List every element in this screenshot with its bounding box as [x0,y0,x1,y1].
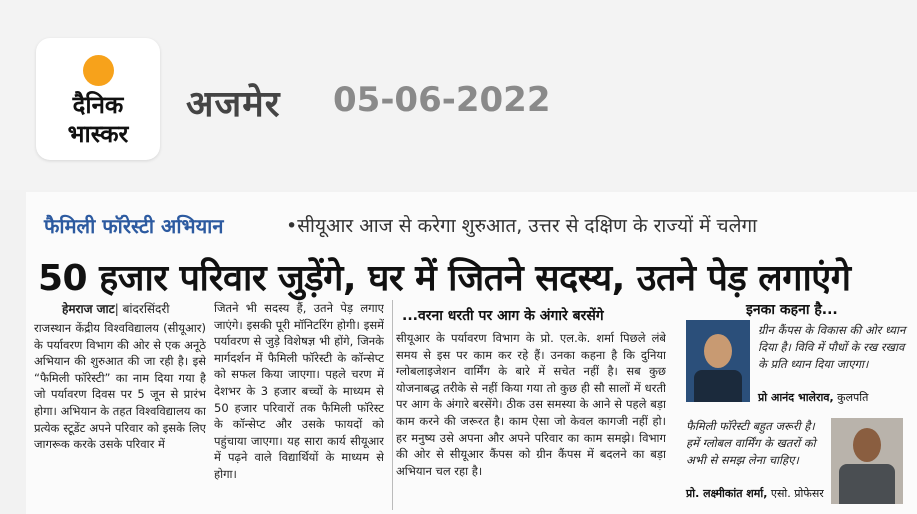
logo-text-line2: भास्कर [67,120,129,148]
logo-text-line1: दैनिक [72,91,124,119]
kicker-subtitle: •सीयूआर आज से करेगा शुरुआत, उत्तर से दक्षिण के राज्यों में चलेगा [286,215,758,237]
quote-vice-chancellor: ग्रीन कैंपस के विकास की ओर ध्यान दिया है। विवि में पौधों के रख रखाव के प्रति ध्यान दिया जाएगा। [758,323,906,371]
professor-photo [831,418,903,504]
byline-name: हेमराज जाट [62,302,115,316]
sun-icon [83,55,114,86]
attribution-name: प्रो. लक्ष्मीकांत शर्मा, [686,487,768,500]
dainik-bhaskar-logo [36,38,160,160]
photo-suit [694,370,742,402]
body-column-1: राजस्थान केंद्रीय विश्वविद्यालय (सीयूआर) के पर्यावरण विभाग की ओर से एक अनूठे अभियान की शुरुआत की जा रही है। इसे “फैमिली फॉरेस्टी” का नाम दिया गया है जो पर्यावरण दिवस पर 5 जून से प्रारंभ होगा। अभियान के तहत विश्वविद्यालय का प्रत्येक स्टूडेंट अपने परिवार को इसके लिए जागरूक करके उसके परिवार में [34,321,206,452]
attribution-role: एसो. प्रोफेसर [767,487,824,500]
attribution-role: कुलपति [833,391,869,404]
attribution-name: प्रो आनंद भालेराव, [758,391,834,404]
header-bar [0,0,917,190]
vice-chancellor-photo [686,320,750,402]
byline-place: | बांदरसिंदरी [114,302,170,316]
photo-face [853,428,881,462]
headline: 50 हजार परिवार जुड़ेंगे, घर में जितने सदस्य, उतने पेड़ लगाएंगे [38,258,851,299]
attribution-professor [686,486,824,501]
attribution-vice-chancellor [758,390,868,405]
column-divider [392,300,393,510]
photo-face [704,334,732,368]
edition-date: 05-06-2022 [333,80,551,120]
newspaper-clipping [26,192,917,514]
quote-professor: फैमिली फॉरेस्टी बहुत जरूरी है। हमें ग्लोबल वार्मिंग के खतरों को अभी से समझ लेना चाहिए। [686,419,816,467]
photo-suit [839,464,895,504]
sidebar-title: इनका कहना है... [746,302,838,318]
kicker-label: फैमिली फॉरेस्टी अभियान [44,214,224,238]
body-column-3: सीयूआर के पर्यावरण विभाग के प्रो. एल.के. शर्मा पिछले लंबे समय से इस पर काम कर रहे हैं। उनका कहना है कि दुनिया ग्लोबलाइजेशन वार्मिंग के बारे में सचेत नहीं है। सब कुछ योजनाबद्ध तरीके से नहीं किया गया तो कुछ ही सौ सालों में धरती पर आग के अंगारे बरसेंगे। ठीक उस समस्या के आने से पहले बड़ा काम करने की जरूरत है। काम ऐसा जो केवल कागजी नहीं हो। हर मनुष्य उसे अपना और अपने परिवार का काम समझे। विभाग की ओर से सीयूआर कैंपस को ग्रीन कैंपस में बदलने का बड़ा अभियान चल रहा है। [396,331,666,478]
byline [62,300,169,317]
sub-headline: ...वरना धरती पर आग के अंगारे बरसेंगे [402,308,604,324]
edition-city: अजमेर [186,84,281,125]
body-column-2: जितने भी सदस्य हैं, उतने पेड़ लगाए जाएंगे। इसकी पूरी मॉनिटरिंग होगी। इसमें पर्यावरण से जुड़े विशेषज्ञ भी होंगे, जिनके मार्गदर्शन में फैमिली फॉरेस्टी के कॉन्सेप्ट को सफल किया जाएगा। पहले चरण में देशभर के 3 हजार बच्चों के माध्यम से 50 हजार परिवारों तक फैमिली फॉरेस्ट के कॉन्सेप्ट और उसके फायदों को पहुंचाया जाएगा। यह सारा कार्य सीयूआर में पढ़ने वाले विद्यार्थियों के माध्यम से होगा। [214,301,384,481]
